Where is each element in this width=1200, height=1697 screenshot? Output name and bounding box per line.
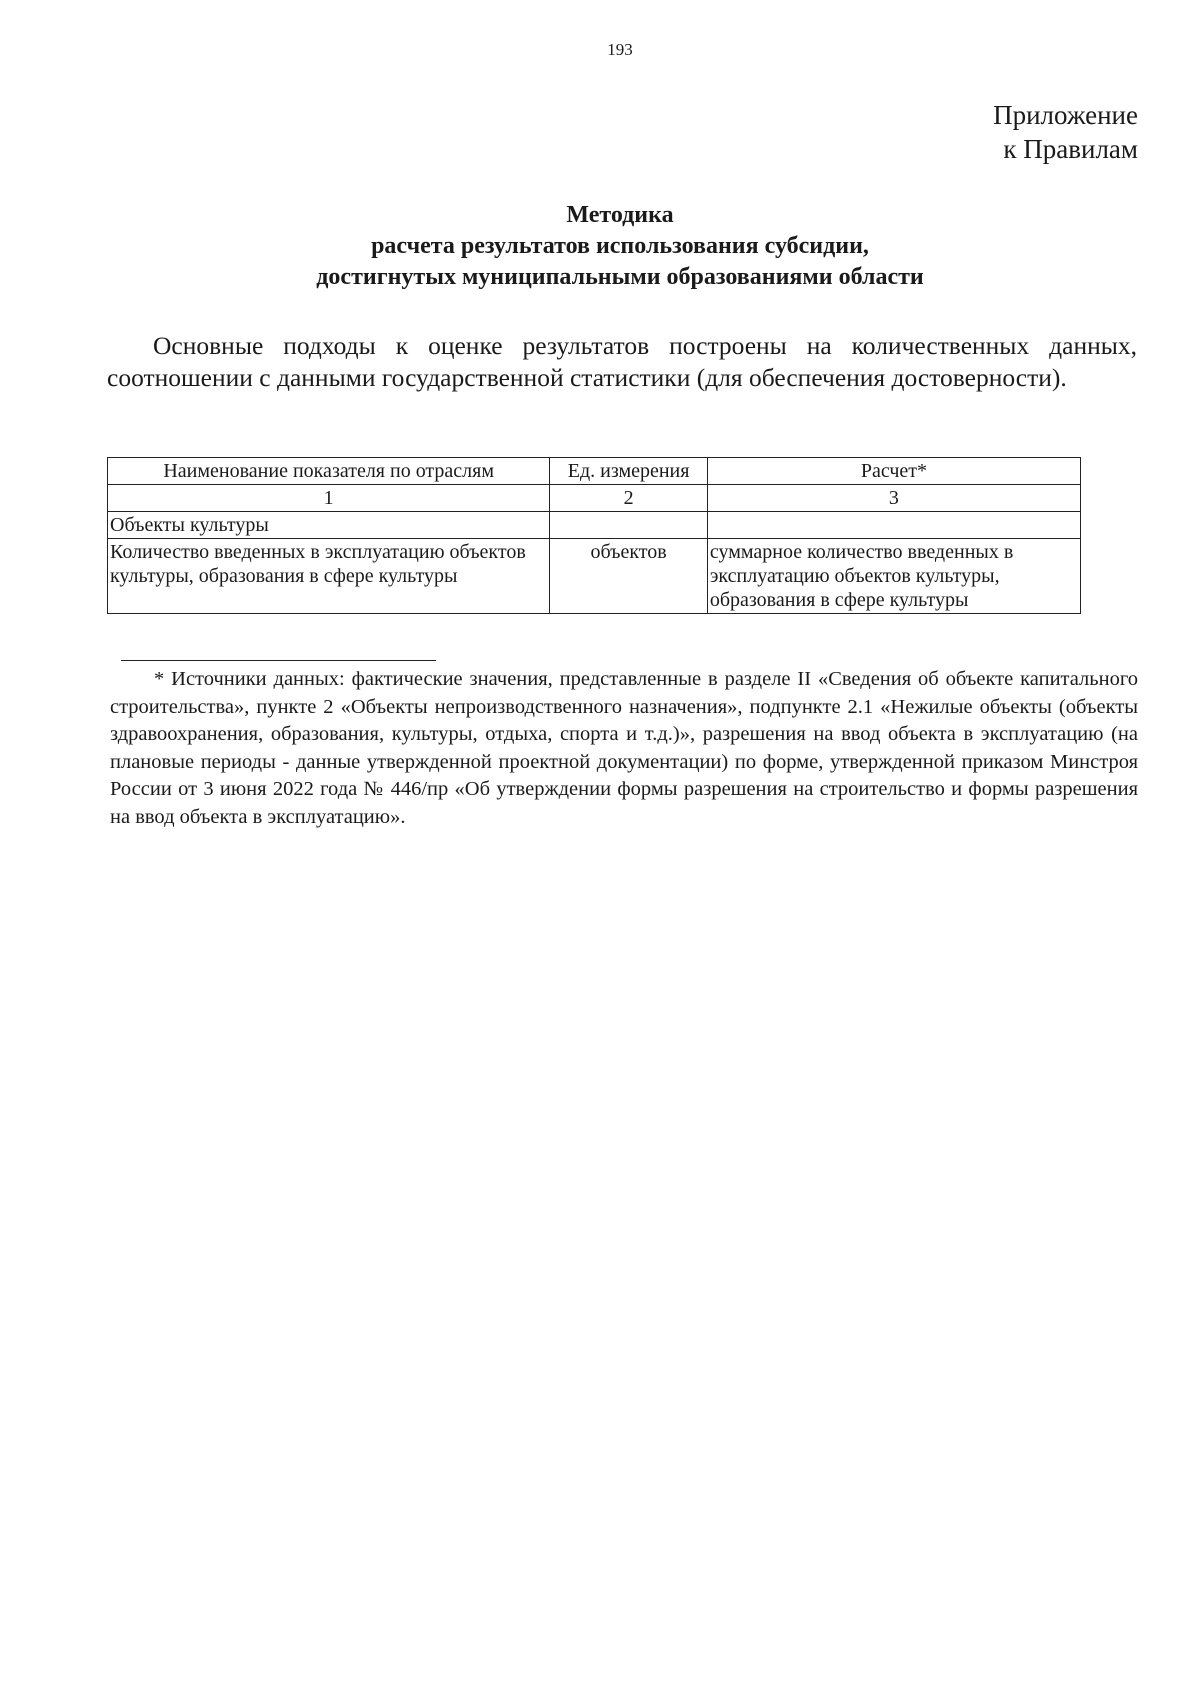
page-number: 193 [607,40,633,59]
header-calculation: Расчет* [707,458,1080,485]
header-unit: Ед. измерения [550,458,707,485]
title-line-2: расчета результатов использования субсидии, [371,233,869,259]
appendix-note [993,98,1138,166]
table-row [108,539,1081,614]
row-unit: объектов [550,539,707,614]
footnote-text: * Источники данных: фактические значения, представленные в разделе II «Сведения об объекте капитального строительства», пункте 2 «Объекты непроизводственного назначения», подпункте 2.1 «Нежилые объекты (объекты здравоохранения, образования, культуры, отдыха, спорта и т.д.)», разрешения на ввод объекта в эксплуатацию (на плановые периоды - данные утвержденной проектной документации) по форме, утвержденной приказом Минстроя России от 3 июня 2022 года № 446/пр «Об утверждении формы разрешения на строительство и формы разрешения на ввод объекта в эксплуатацию». [110,668,1138,828]
column-number-2: 2 [550,485,707,512]
appendix-line-2: к Правилам [1003,134,1138,164]
row-calculation: суммарное количество введенных в эксплуатацию объектов культуры, образования в сфере культуры [707,539,1080,614]
section-empty-cell [707,512,1080,539]
column-number-1: 1 [108,485,550,512]
row-indicator-name: Количество введенных в эксплуатацию объектов культуры, образования в сфере культуры [108,539,550,614]
intro-paragraph: Основные подходы к оценке результатов построены на количественных данных, соотношении с данными государственной статистики (для обеспечения достоверности). [107,331,1137,392]
title-line-1: Методика [566,202,674,228]
column-number-3: 3 [707,485,1080,512]
section-empty-cell [550,512,707,539]
appendix-line-1: Приложение [993,100,1138,130]
header-indicator-name: Наименование показателя по отраслям [108,458,550,485]
title-line-3: достигнутых муниципальными образованиями области [316,264,924,290]
table-column-numbers-row [108,485,1081,512]
table-header-row [108,458,1081,485]
section-label: Объекты культуры [108,512,550,539]
document-title [0,200,1200,293]
table-section-row [108,512,1081,539]
footnote-divider [121,660,436,661]
indicators-table [107,457,1081,614]
